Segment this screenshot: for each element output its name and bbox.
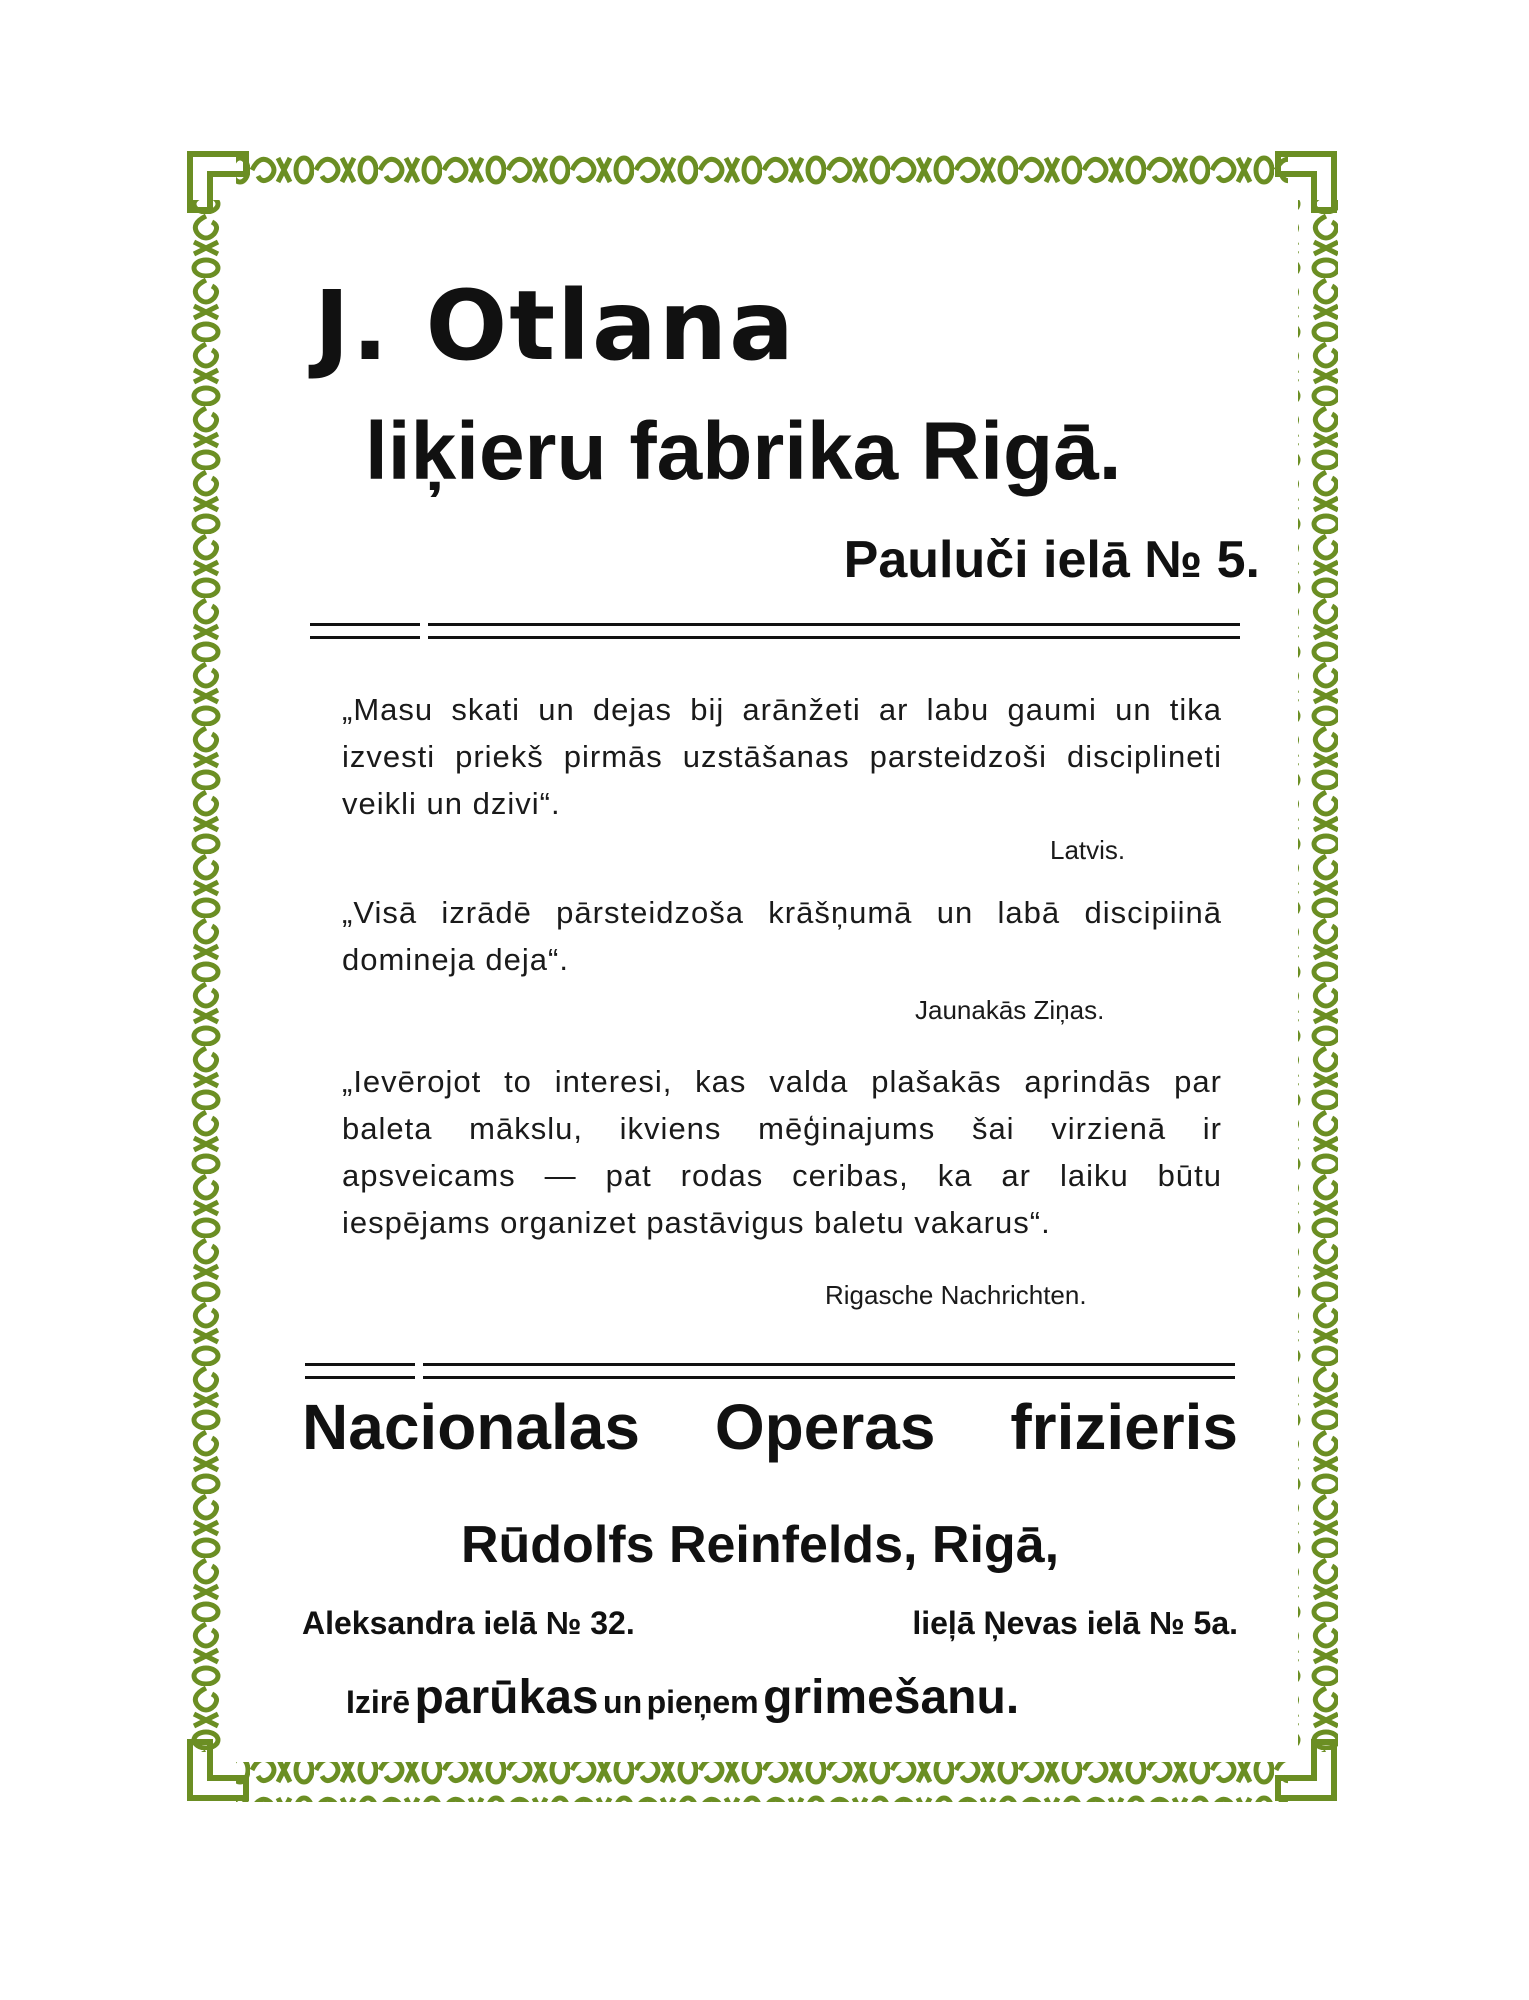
quote-2-source: Jaunakās Ziņas. (915, 995, 1105, 1025)
quote-3: „Ievērojot to interesi, kas valda plašakās aprindās par baleta mākslu, ikviens mēģinajums šai virzienā ir apsveicams — pat rodas ceribas, ka ar laiku būtu iespējams organizet pastāvigus baletu vakarus“. (342, 1064, 1222, 1240)
hairdresser-name: Rūdolfs Reinfelds, Rigā, (460, 1516, 1060, 1574)
opera-title-word: frizieris (1010, 1391, 1238, 1463)
services-word: pieņem (646, 1684, 759, 1720)
services-word: parūkas (414, 1671, 599, 1724)
company-name: J. Otlana (314, 270, 796, 382)
address-left: Aleksandra ielā № 32. (302, 1605, 635, 1641)
address-right: lieļā Ņevas ielā № 5a. (912, 1605, 1238, 1641)
opera-title-word: Nacionalas (302, 1391, 640, 1463)
opera-title-word: Operas (714, 1391, 936, 1463)
services-word: grimešanu. (763, 1671, 1020, 1724)
divider-bottom (305, 1363, 1235, 1379)
opera-hairdresser-title (302, 1390, 1238, 1464)
company-address: Pauluči ielā № 5. (843, 531, 1260, 589)
services-word: Izirē (346, 1684, 411, 1720)
divider-top (310, 623, 1240, 639)
advertisement-content (260, 230, 1260, 1750)
quote-2: „Visā izrādē pārsteidzoša krāšņumā un labā discipiinā domineja deja“. (342, 895, 1222, 977)
services-line (346, 1670, 1019, 1725)
quote-1: „Masu skati un dejas bij arānžeti ar labu gaumi un tika izvesti priekš pirmās uzstāšanas parsteidzoši disciplineti veikli un dzivi“. (342, 692, 1222, 821)
services-word: un (603, 1684, 643, 1720)
hairdresser-addresses (302, 1605, 1238, 1642)
company-description: liķieru fabrika Rigā. (365, 406, 1122, 497)
quote-3-source: Rigasche Nachrichten. (825, 1280, 1087, 1310)
quote-1-source: Latvis. (1050, 835, 1126, 865)
